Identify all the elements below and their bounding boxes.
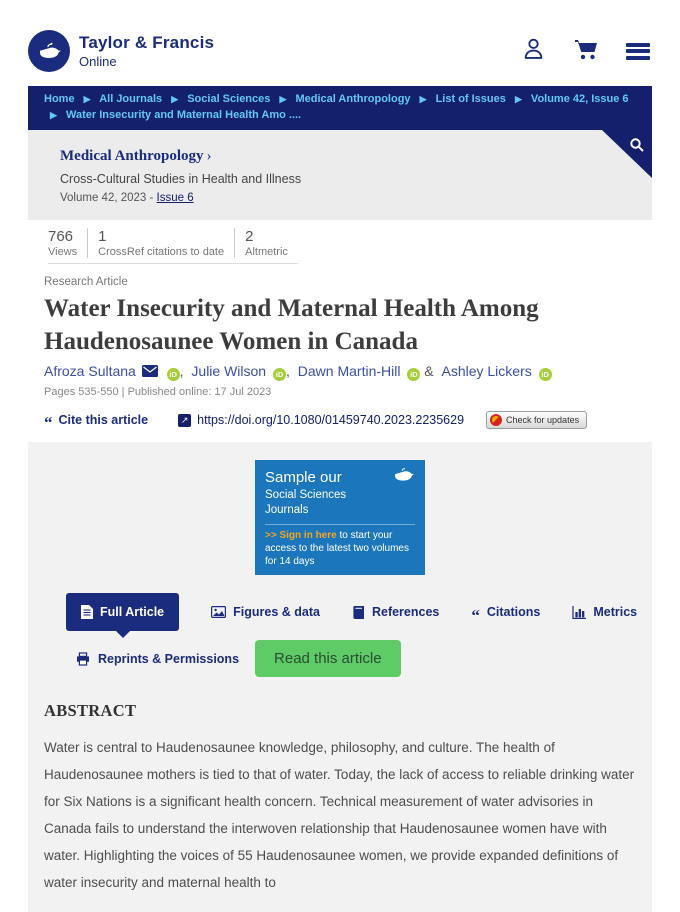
signin-link[interactable]: Sign in here: [279, 530, 337, 541]
ad-journals: Journals: [265, 504, 309, 516]
account-icon[interactable]: [521, 36, 546, 66]
logo-title: Taylor & Francis: [79, 33, 215, 52]
taylor-francis-logo[interactable]: [28, 30, 214, 72]
email-icon[interactable]: [142, 364, 158, 380]
menu-icon[interactable]: [626, 43, 650, 60]
crossmark-icon: [490, 414, 502, 426]
authors-line: Afroza Sultana iD , Julie Wilson iD , Dawn Martin-Hill iD & Ashley Lickers iD: [44, 363, 652, 381]
quote-icon: “: [471, 606, 480, 625]
breadcrumb-item-all-journals[interactable]: All Journals: [99, 93, 163, 105]
metric-crossref: 1 CrossRef citations to date: [87, 228, 234, 258]
breadcrumb-arrow-icon: ▶: [419, 94, 427, 104]
orcid-icon[interactable]: iD: [539, 368, 552, 381]
breadcrumb-arrow-icon: ▶: [171, 94, 179, 104]
breadcrumb-item-volume-issue[interactable]: Volume 42, Issue 6: [530, 93, 629, 105]
pages-published-line: Pages 535-550 | Published online: 17 Jul 2023: [44, 386, 272, 398]
journal-banner: [28, 130, 652, 220]
lamp-icon: [393, 468, 417, 486]
breadcrumb-item-list-of-issues[interactable]: List of Issues: [435, 93, 506, 105]
metric-views: 766 Views: [48, 228, 78, 258]
article-body-section: [28, 442, 652, 912]
abstract-text: Water is central to Haudenosaunee knowledge, philosophy, and culture. The health of Haudenosaunee mothers is tied to that of water. Today, the lack of access to reliable drinking water for Six Nations is a significant health concern. Technical measurement of water advisories in Canada fails to understand the interwoven relationship that Haudenosaunee women have with water. Highlighting the voices of 55 Haudenosaunee women, we provide expanded definitions of water insecurity and maternal health to: [44, 740, 635, 890]
article-type-label: Research Article: [44, 276, 128, 288]
tab-references[interactable]: References: [352, 605, 439, 619]
cite-row: [44, 411, 652, 432]
cart-icon[interactable]: [573, 37, 599, 66]
doi-link[interactable]: ↗ https://doi.org/10.1080/01459740.2023.2235629: [178, 413, 464, 427]
journal-subtitle: Cross-Cultural Studies in Health and Illness: [60, 172, 302, 186]
printer-icon: [76, 652, 90, 666]
signin-prefix: >>: [265, 530, 280, 541]
breadcrumb-arrow-icon: ▶: [279, 94, 287, 104]
author-link[interactable]: Julie Wilson: [191, 363, 267, 379]
logo-text: [79, 33, 214, 69]
actions-row: [76, 640, 652, 677]
chevron-right-icon: ›: [206, 148, 212, 164]
ad-headline: Sample our: [265, 469, 342, 486]
lamp-logo-icon: [28, 30, 70, 72]
breadcrumb-item-social-sciences[interactable]: Social Sciences: [187, 93, 271, 105]
journal-volume-line: Volume 42, 2023 - Issue 6: [60, 192, 194, 204]
breadcrumb-arrow-icon: ▶: [514, 94, 522, 104]
book-icon: [352, 606, 365, 619]
breadcrumb-item-medical-anthropology[interactable]: Medical Anthropology: [295, 93, 411, 105]
orcid-icon[interactable]: iD: [407, 368, 420, 381]
article-title: Water Insecurity and Maternal Health Among Haudenosaunee Women in Canada: [44, 295, 539, 355]
breadcrumb: [28, 86, 652, 130]
breadcrumb-current-article: Water Insecurity and Maternal Health Amo ....: [65, 109, 302, 121]
breadcrumb-arrow-icon: ▶: [50, 110, 57, 120]
journals-promo-banner[interactable]: [255, 460, 425, 575]
ad-signin-text: >> Sign in here to start your access to the latest two volumes for 14 days: [265, 524, 415, 568]
author-link[interactable]: Dawn Martin-Hill: [297, 363, 401, 379]
orcid-icon[interactable]: iD: [167, 368, 180, 381]
breadcrumb-arrow-icon: ▶: [83, 94, 91, 104]
document-icon: [81, 605, 93, 619]
image-icon: [211, 606, 226, 618]
cite-this-article-link[interactable]: “ Cite this article: [44, 413, 149, 432]
reprints-permissions-link[interactable]: Reprints & Permissions: [76, 652, 239, 666]
tab-citations[interactable]: “ Citations: [471, 605, 541, 625]
site-header: [0, 0, 680, 86]
ad-subject: Social Sciences: [265, 489, 347, 501]
article-tabs: [66, 593, 638, 631]
tab-full-article[interactable]: Full Article: [66, 593, 179, 631]
check-for-updates-button[interactable]: Check for updates: [486, 411, 587, 429]
header-icons: [521, 36, 650, 66]
read-this-article-button[interactable]: Read this article: [255, 640, 401, 677]
article-metrics: [48, 228, 298, 264]
external-link-icon: ↗: [178, 414, 191, 427]
abstract-heading: ABSTRACT: [44, 701, 137, 720]
author-link[interactable]: Afroza Sultana: [44, 363, 136, 379]
quote-icon: “: [44, 413, 53, 432]
metric-altmetric: 2 Altmetric: [234, 228, 298, 258]
orcid-icon[interactable]: iD: [273, 368, 286, 381]
tab-metrics[interactable]: Metrics: [572, 605, 637, 619]
breadcrumb-item-home[interactable]: Home: [44, 93, 75, 105]
journal-name-link[interactable]: Medical Anthropology ›: [60, 148, 212, 164]
bar-chart-icon: [572, 606, 586, 619]
issue-link[interactable]: Issue 6: [156, 192, 194, 204]
logo-subtitle: Online: [79, 54, 117, 69]
author-link[interactable]: Ashley Lickers: [441, 363, 532, 379]
tab-figures-data[interactable]: Figures & data: [211, 605, 320, 619]
search-icon: [629, 137, 645, 153]
